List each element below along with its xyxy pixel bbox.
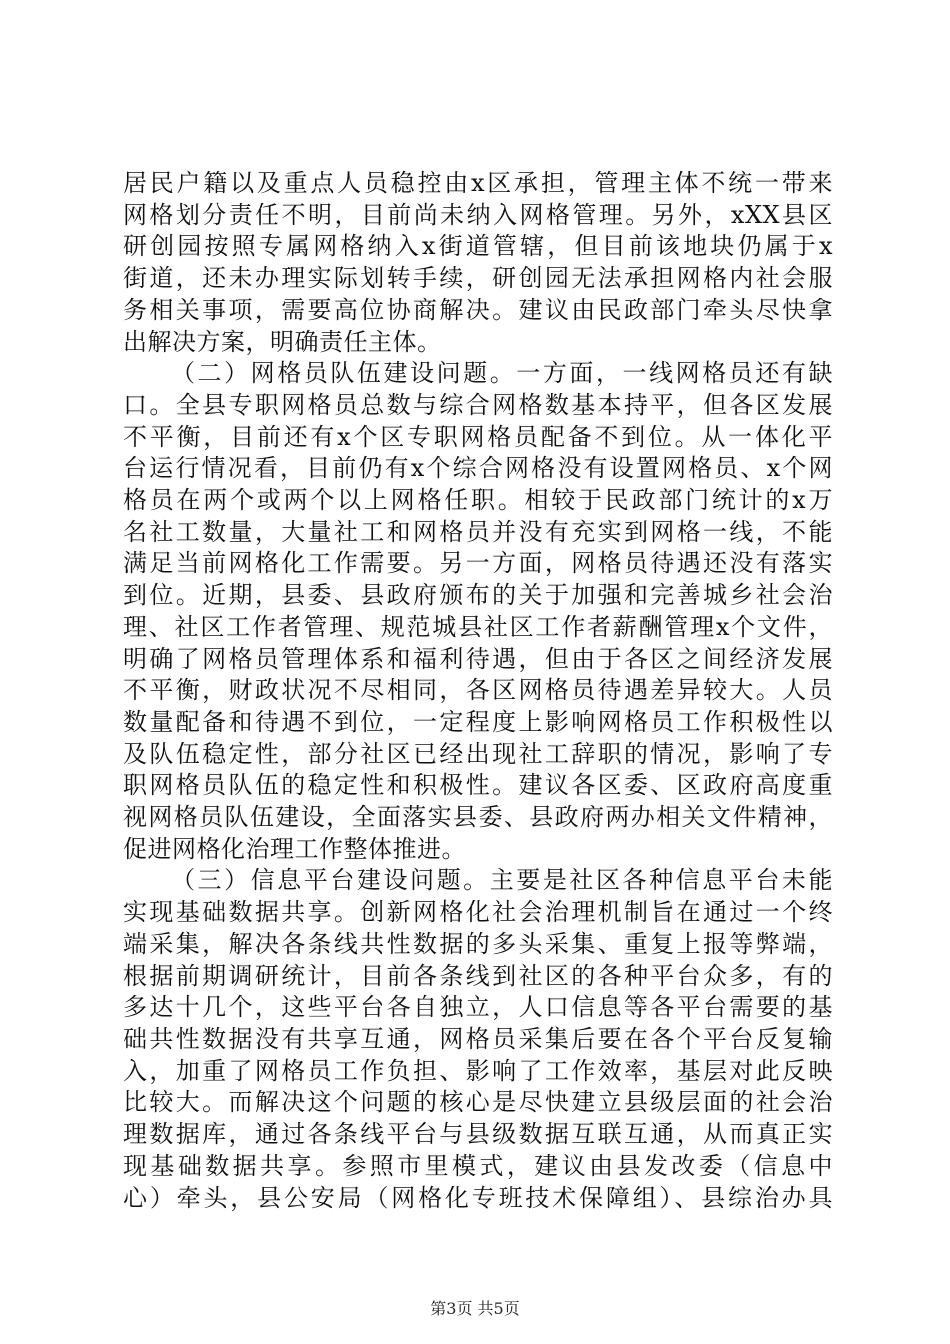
text-line: 台运行情况看，目前仍有x个综合网格没有设置网格员、x个网 [123, 454, 833, 483]
text-line: 不平衡，目前还有x个区专职网格员配备不到位。从一体化平 [123, 422, 833, 451]
text-line: 理、社区工作者管理、规范城县社区工作者薪酬管理x个文件， [123, 612, 833, 641]
text-line: 理数据库，通过各条线平台与县级数据互联互通，从而真正实 [123, 1120, 833, 1149]
text-line: 明确了网格员管理体系和福利待遇，但由于各区之间经济发展 [123, 644, 833, 673]
text-line: 口。全县专职网格员总数与综合网格数基本持平，但各区发展 [123, 390, 833, 419]
text-line: 居民户籍以及重点人员稳控由x区承担，管理主体不统一带来 [123, 169, 833, 197]
text-line: 端采集，解决各条线共性数据的多头采集、重复上报等弊端， [123, 929, 833, 958]
text-line: （三）信息平台建设问题。主要是社区各种信息平台未能 [171, 866, 833, 895]
text-line: 不平衡，财政状况不尽相同，各区网格员待遇差异较大。人员 [123, 676, 833, 705]
text-line: 入，加重了网格员工作负担、影响了工作效率，基层对此反映 [123, 1056, 833, 1085]
text-line: 多达十几个，这些平台各自独立，人口信息等各平台需要的基 [123, 993, 833, 1022]
text-line: 比较大。而解决这个问题的核心是尽快建立县级层面的社会治 [123, 1088, 833, 1117]
text-line: 数量配备和待遇不到位，一定程度上影响网格员工作积极性以 [123, 707, 833, 736]
text-line: （二）网格员队伍建设问题。一方面，一线网格员还有缺 [171, 359, 833, 388]
text-line: 网格划分责任不明，目前尚未纳入网格管理。另外，xXX县区 [123, 200, 833, 229]
text-line: 到位。近期，县委、县政府颁布的关于加强和完善城乡社会治 [123, 581, 833, 610]
text-line: 满足当前网格化工作需要。另一方面，网格员待遇还没有落实 [123, 549, 833, 578]
text-line: 出解决方案，明确责任主体。 [123, 327, 442, 356]
text-line: 础共性数据没有共享互通，网格员采集后要在各个平台反复输 [123, 1024, 833, 1053]
text-line: 及队伍稳定性，部分社区已经出现社工辞职的情况，影响了专 [123, 739, 833, 768]
text-line: 格员在两个或两个以上网格任职。相较于民政部门统计的x万 [123, 486, 833, 515]
text-line: 职网格员队伍的稳定性和积极性。建议各区委、区政府高度重 [123, 771, 833, 800]
text-line: 研创园按照专属网格纳入x街道管辖，但目前该地块仍属于x [123, 232, 833, 261]
text-line: 根据前期调研统计，目前各条线到社区的各种平台众多，有的 [123, 961, 833, 990]
text-line: 务相关事项，需要高位协商解决。建议由民政部门牵头尽快拿 [123, 295, 833, 324]
text-line: 心）牵头，县公安局（网格化专班技术保障组）、县综治办具 [123, 1183, 833, 1212]
text-line: 视网格员队伍建设，全面落实县委、县政府两办相关文件精神， [123, 803, 833, 832]
page-footer: 第3页 共5页 [430, 1299, 520, 1318]
text-line: 名社工数量，大量社工和网格员并没有充实到网格一线，不能 [123, 517, 833, 546]
text-line: 现基础数据共享。参照市里模式，建议由县发改委（信息中 [123, 1151, 833, 1180]
text-line: 实现基础数据共享。创新网格化社会治理机制旨在通过一个终 [123, 898, 833, 927]
text-line: 促进网格化治理工作整体推进。 [123, 834, 466, 863]
body-text [123, 168, 833, 1214]
text-line: 街道，还未办理实际划转手续，研创园无法承担网格内社会服 [123, 264, 833, 293]
